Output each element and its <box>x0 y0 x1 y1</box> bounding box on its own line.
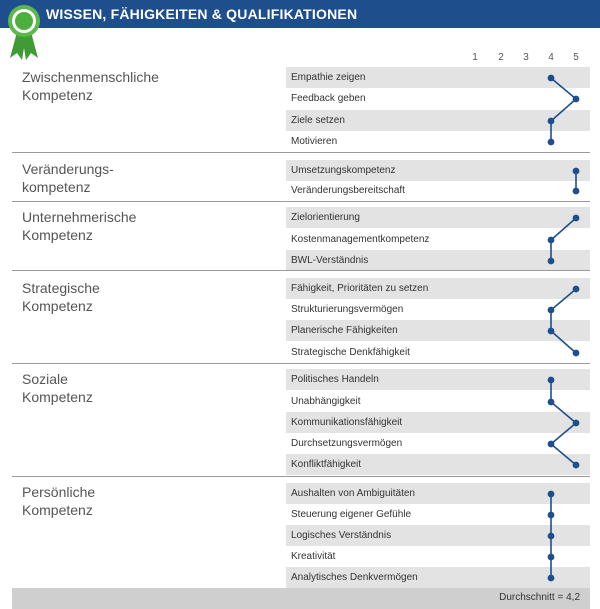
competency-label: Veränderungsbereitschaft <box>291 185 405 196</box>
competency-row <box>286 454 590 475</box>
competency-label: Politisches Handeln <box>291 374 379 385</box>
competency-label: Durchsetzungsvermögen <box>291 438 403 449</box>
section-divider <box>12 476 590 477</box>
section-title <box>22 370 93 406</box>
competency-label: Feedback geben <box>291 93 366 104</box>
header-bar <box>0 0 600 28</box>
scale-number-4: 4 <box>548 52 554 63</box>
competency-row <box>286 229 590 250</box>
competency-label: Aushalten von Ambiguitäten <box>291 488 415 499</box>
section-divider <box>12 270 590 271</box>
section-title-line: Unternehmerische <box>22 209 137 225</box>
competency-label: Fähigkeit, Prioritäten zu setzen <box>291 283 429 294</box>
competency-label: BWL-Verständnis <box>291 255 369 266</box>
competency-row <box>286 567 590 588</box>
section-title <box>22 208 136 244</box>
award-ribbon-icon <box>6 2 42 62</box>
footer-bar <box>12 588 590 609</box>
competency-label: Strategische Denkfähigkeit <box>291 347 410 358</box>
section-title-line: Strategische <box>22 280 100 296</box>
competency-row <box>286 504 590 525</box>
competency-row <box>286 180 590 201</box>
competency-label: Strukturierungsvermögen <box>291 304 404 315</box>
competency-row <box>286 433 590 454</box>
section-divider <box>12 201 590 202</box>
scale-number-2: 2 <box>498 52 504 63</box>
competency-row <box>286 88 590 109</box>
competency-label: Steuerung eigener Gefühle <box>291 509 412 520</box>
competency-row <box>286 412 590 433</box>
section-title-line: Kompetenz <box>22 227 93 243</box>
scale-number-5: 5 <box>573 52 579 63</box>
competency-row <box>286 110 590 131</box>
section-title-line: Kompetenz <box>22 298 93 314</box>
section-title <box>22 483 95 519</box>
section-title-line: Kompetenz <box>22 87 93 103</box>
competency-row <box>286 67 590 88</box>
competency-label: Umsetzungskompetenz <box>291 165 396 176</box>
section-title <box>22 160 114 196</box>
competency-row <box>286 320 590 341</box>
competency-label: Planerische Fähigkeiten <box>291 325 398 336</box>
competency-label: Konfliktfähigkeit <box>291 459 362 470</box>
section-title-line: Veränderungs- <box>22 161 114 177</box>
competency-row <box>286 299 590 320</box>
competency-label: Motivieren <box>291 136 338 147</box>
competency-row <box>286 160 590 181</box>
competency-label: Kostenmanagementkompetenz <box>291 234 430 245</box>
scale-number-3: 3 <box>523 52 529 63</box>
section-title-line: Kompetenz <box>22 389 93 405</box>
competency-label: Kommunikationsfähigkeit <box>291 417 403 428</box>
competency-row <box>286 278 590 299</box>
section-title-line: Kompetenz <box>22 502 93 518</box>
competency-row <box>286 391 590 412</box>
competency-label: Zielorientierung <box>291 212 360 223</box>
competency-row <box>286 131 590 152</box>
competency-row <box>286 342 590 363</box>
competency-label: Kreativität <box>291 551 336 562</box>
competency-row <box>286 369 590 390</box>
section-title <box>22 279 100 315</box>
section-title <box>22 68 159 104</box>
competency-label: Unabhängigkeit <box>291 396 361 407</box>
section-divider <box>12 152 590 153</box>
competency-row <box>286 207 590 228</box>
scale-number-1: 1 <box>472 52 478 63</box>
section-title-line: Zwischenmenschliche <box>22 69 159 85</box>
competency-label: Analytisches Denkvermögen <box>291 572 418 583</box>
competency-row <box>286 250 590 271</box>
section-title-line: Soziale <box>22 371 68 387</box>
section-title-line: Persönliche <box>22 484 96 500</box>
average-score: Durchschnitt = 4,2 <box>499 592 580 603</box>
competency-row <box>286 546 590 567</box>
competency-label: Empathie zeigen <box>291 72 366 83</box>
page-title: WISSEN, FÄHIGKEITEN & QUALIFIKATIONEN <box>46 6 358 22</box>
competency-label: Logisches Verständnis <box>291 530 392 541</box>
competency-row <box>286 483 590 504</box>
section-title-line: kompetenz <box>22 179 91 195</box>
section-divider <box>12 363 590 364</box>
competency-label: Ziele setzen <box>291 115 345 126</box>
competency-row <box>286 525 590 546</box>
